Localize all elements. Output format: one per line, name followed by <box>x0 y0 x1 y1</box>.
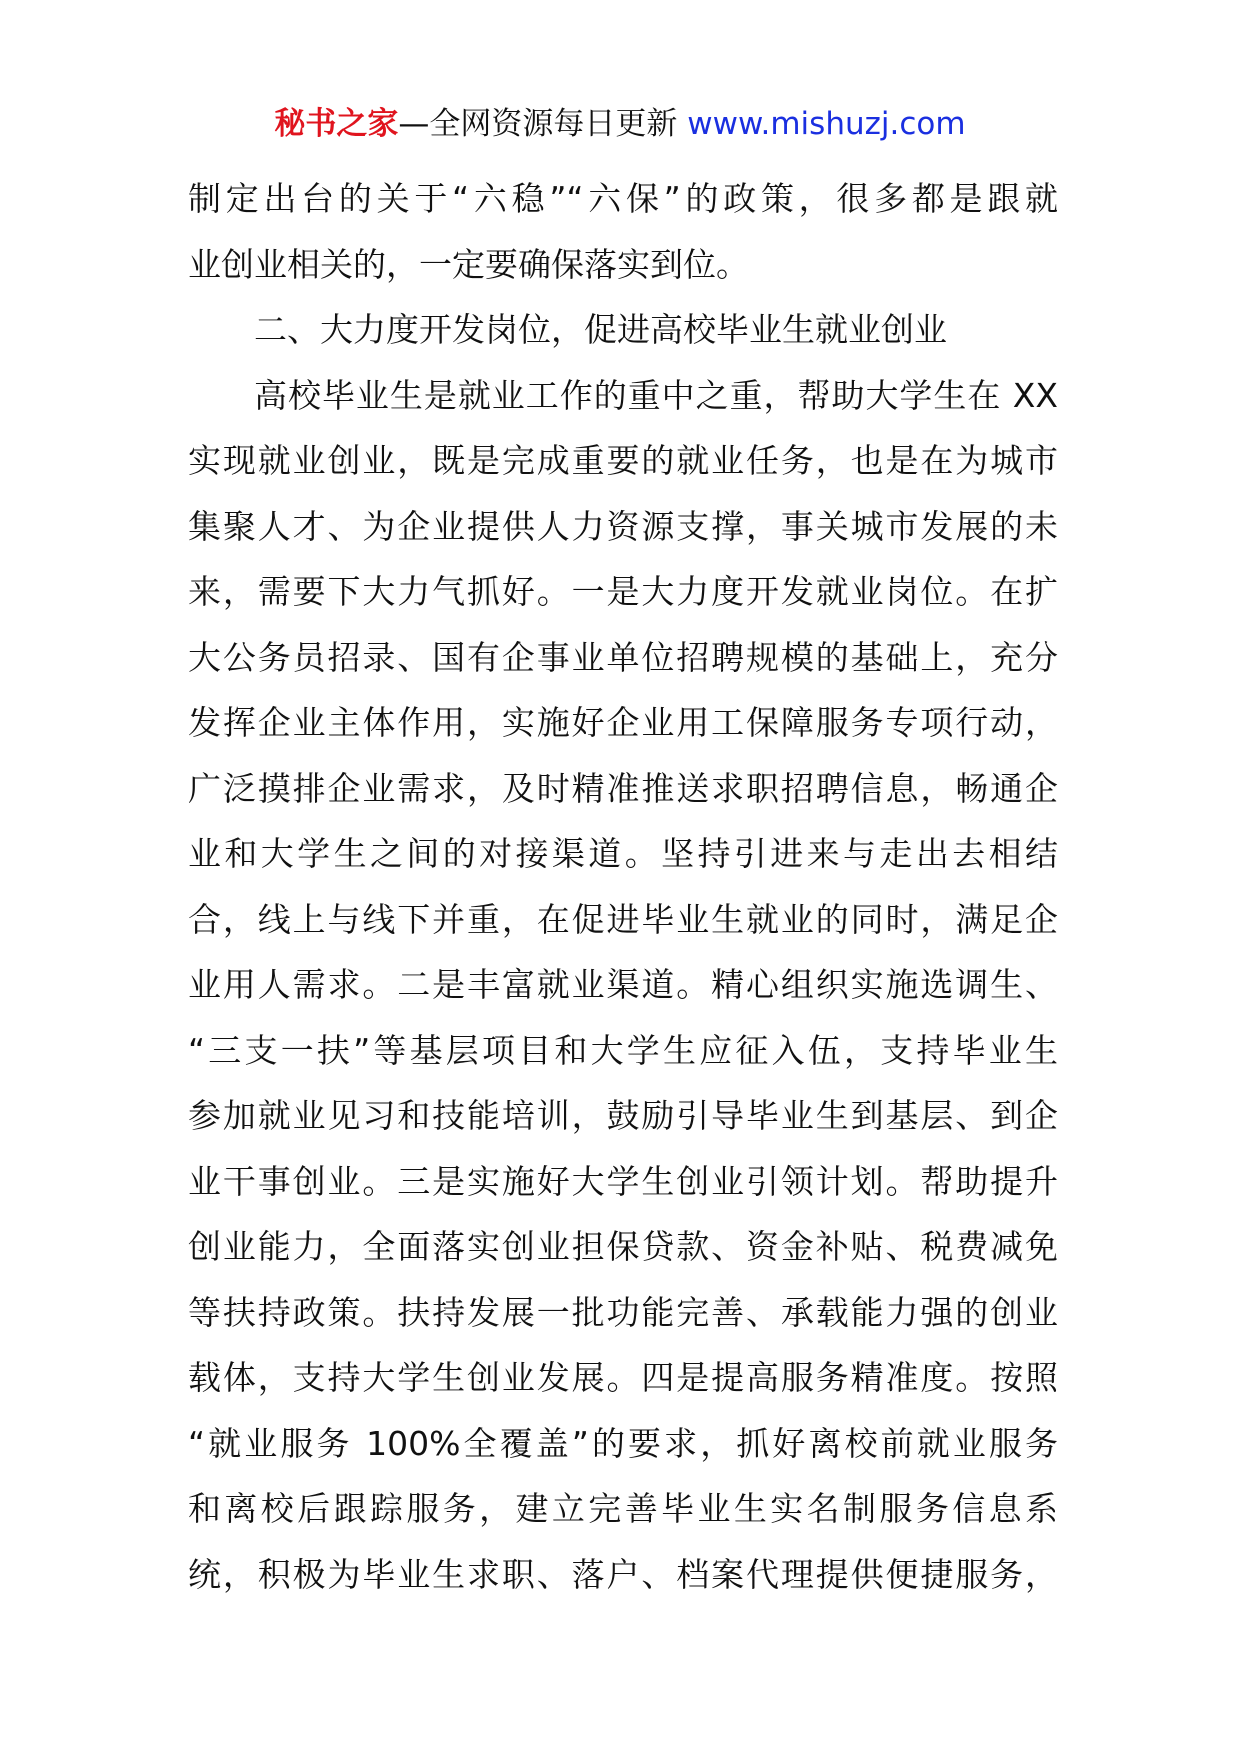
body-line: 实现就业创业，既是完成重要的就业任务，也是在为城市 <box>188 441 1058 480</box>
body-line: 业用人需求。二是丰富就业渠道。精心组织实施选调生、 <box>188 965 1058 1004</box>
body-line: 载体，支持大学生创业发展。四是提高服务精准度。按照 <box>188 1358 1058 1397</box>
body-line: 来，需要下大力气抓好。一是大力度开发就业岗位。在扩 <box>188 572 1058 611</box>
body-line: 和离校后跟踪服务，建立完善毕业生实名制服务信息系 <box>188 1489 1058 1528</box>
document-body <box>188 166 1058 1607</box>
body-line: 集聚人才、为企业提供人力资源支撑，事关城市发展的未 <box>188 506 1058 546</box>
header-brand: 秘书之家 <box>274 106 399 142</box>
body-line: 统，积极为毕业生求职、落户、档案代理提供便捷服务， <box>188 1554 1058 1594</box>
body-line: 参加就业见习和技能培训，鼓励引导毕业生到基层、到企 <box>188 1096 1058 1135</box>
body-line: 制定出台的关于“六稳”“六保”的政策，很多都是跟就 <box>188 179 1058 218</box>
body-line: “就业服务 100%全覆盖”的要求，抓好离校前就业服务 <box>188 1423 1058 1463</box>
header-url-link[interactable]: www.mishuzj.com <box>687 106 966 142</box>
body-line: 合，线上与线下并重，在促进毕业生就业的同时，满足企 <box>188 899 1058 939</box>
header-tagline: —全网资源每日更新 <box>398 106 678 142</box>
body-line: 大公务员招录、国有企事业单位招聘规模的基础上，充分 <box>188 637 1058 677</box>
section-heading: 二、大力度开发岗位，促进高校毕业生就业创业 <box>254 310 947 349</box>
body-line: 广泛摸排企业需求，及时精准推送求职招聘信息，畅通企 <box>188 768 1058 808</box>
body-line: 业和大学生之间的对接渠道。坚持引进来与走出去相结 <box>188 834 1058 873</box>
body-line: 业创业相关的，一定要确保落实到位。 <box>188 244 749 284</box>
body-line: 等扶持政策。扶持发展一批功能完善、承载能力强的创业 <box>188 1292 1058 1332</box>
body-line: 发挥企业主体作用，实施好企业用工保障服务专项行动， <box>188 703 1058 742</box>
body-line: 创业能力，全面落实创业担保贷款、资金补贴、税费减免 <box>188 1227 1058 1266</box>
body-line: “三支一扶”等基层项目和大学生应征入伍，支持毕业生 <box>188 1030 1058 1070</box>
body-line: 高校毕业生是就业工作的重中之重，帮助大学生在 XX <box>254 375 1058 415</box>
body-line: 业干事创业。三是实施好大学生创业引领计划。帮助提升 <box>188 1161 1058 1201</box>
page-header <box>0 102 1240 146</box>
